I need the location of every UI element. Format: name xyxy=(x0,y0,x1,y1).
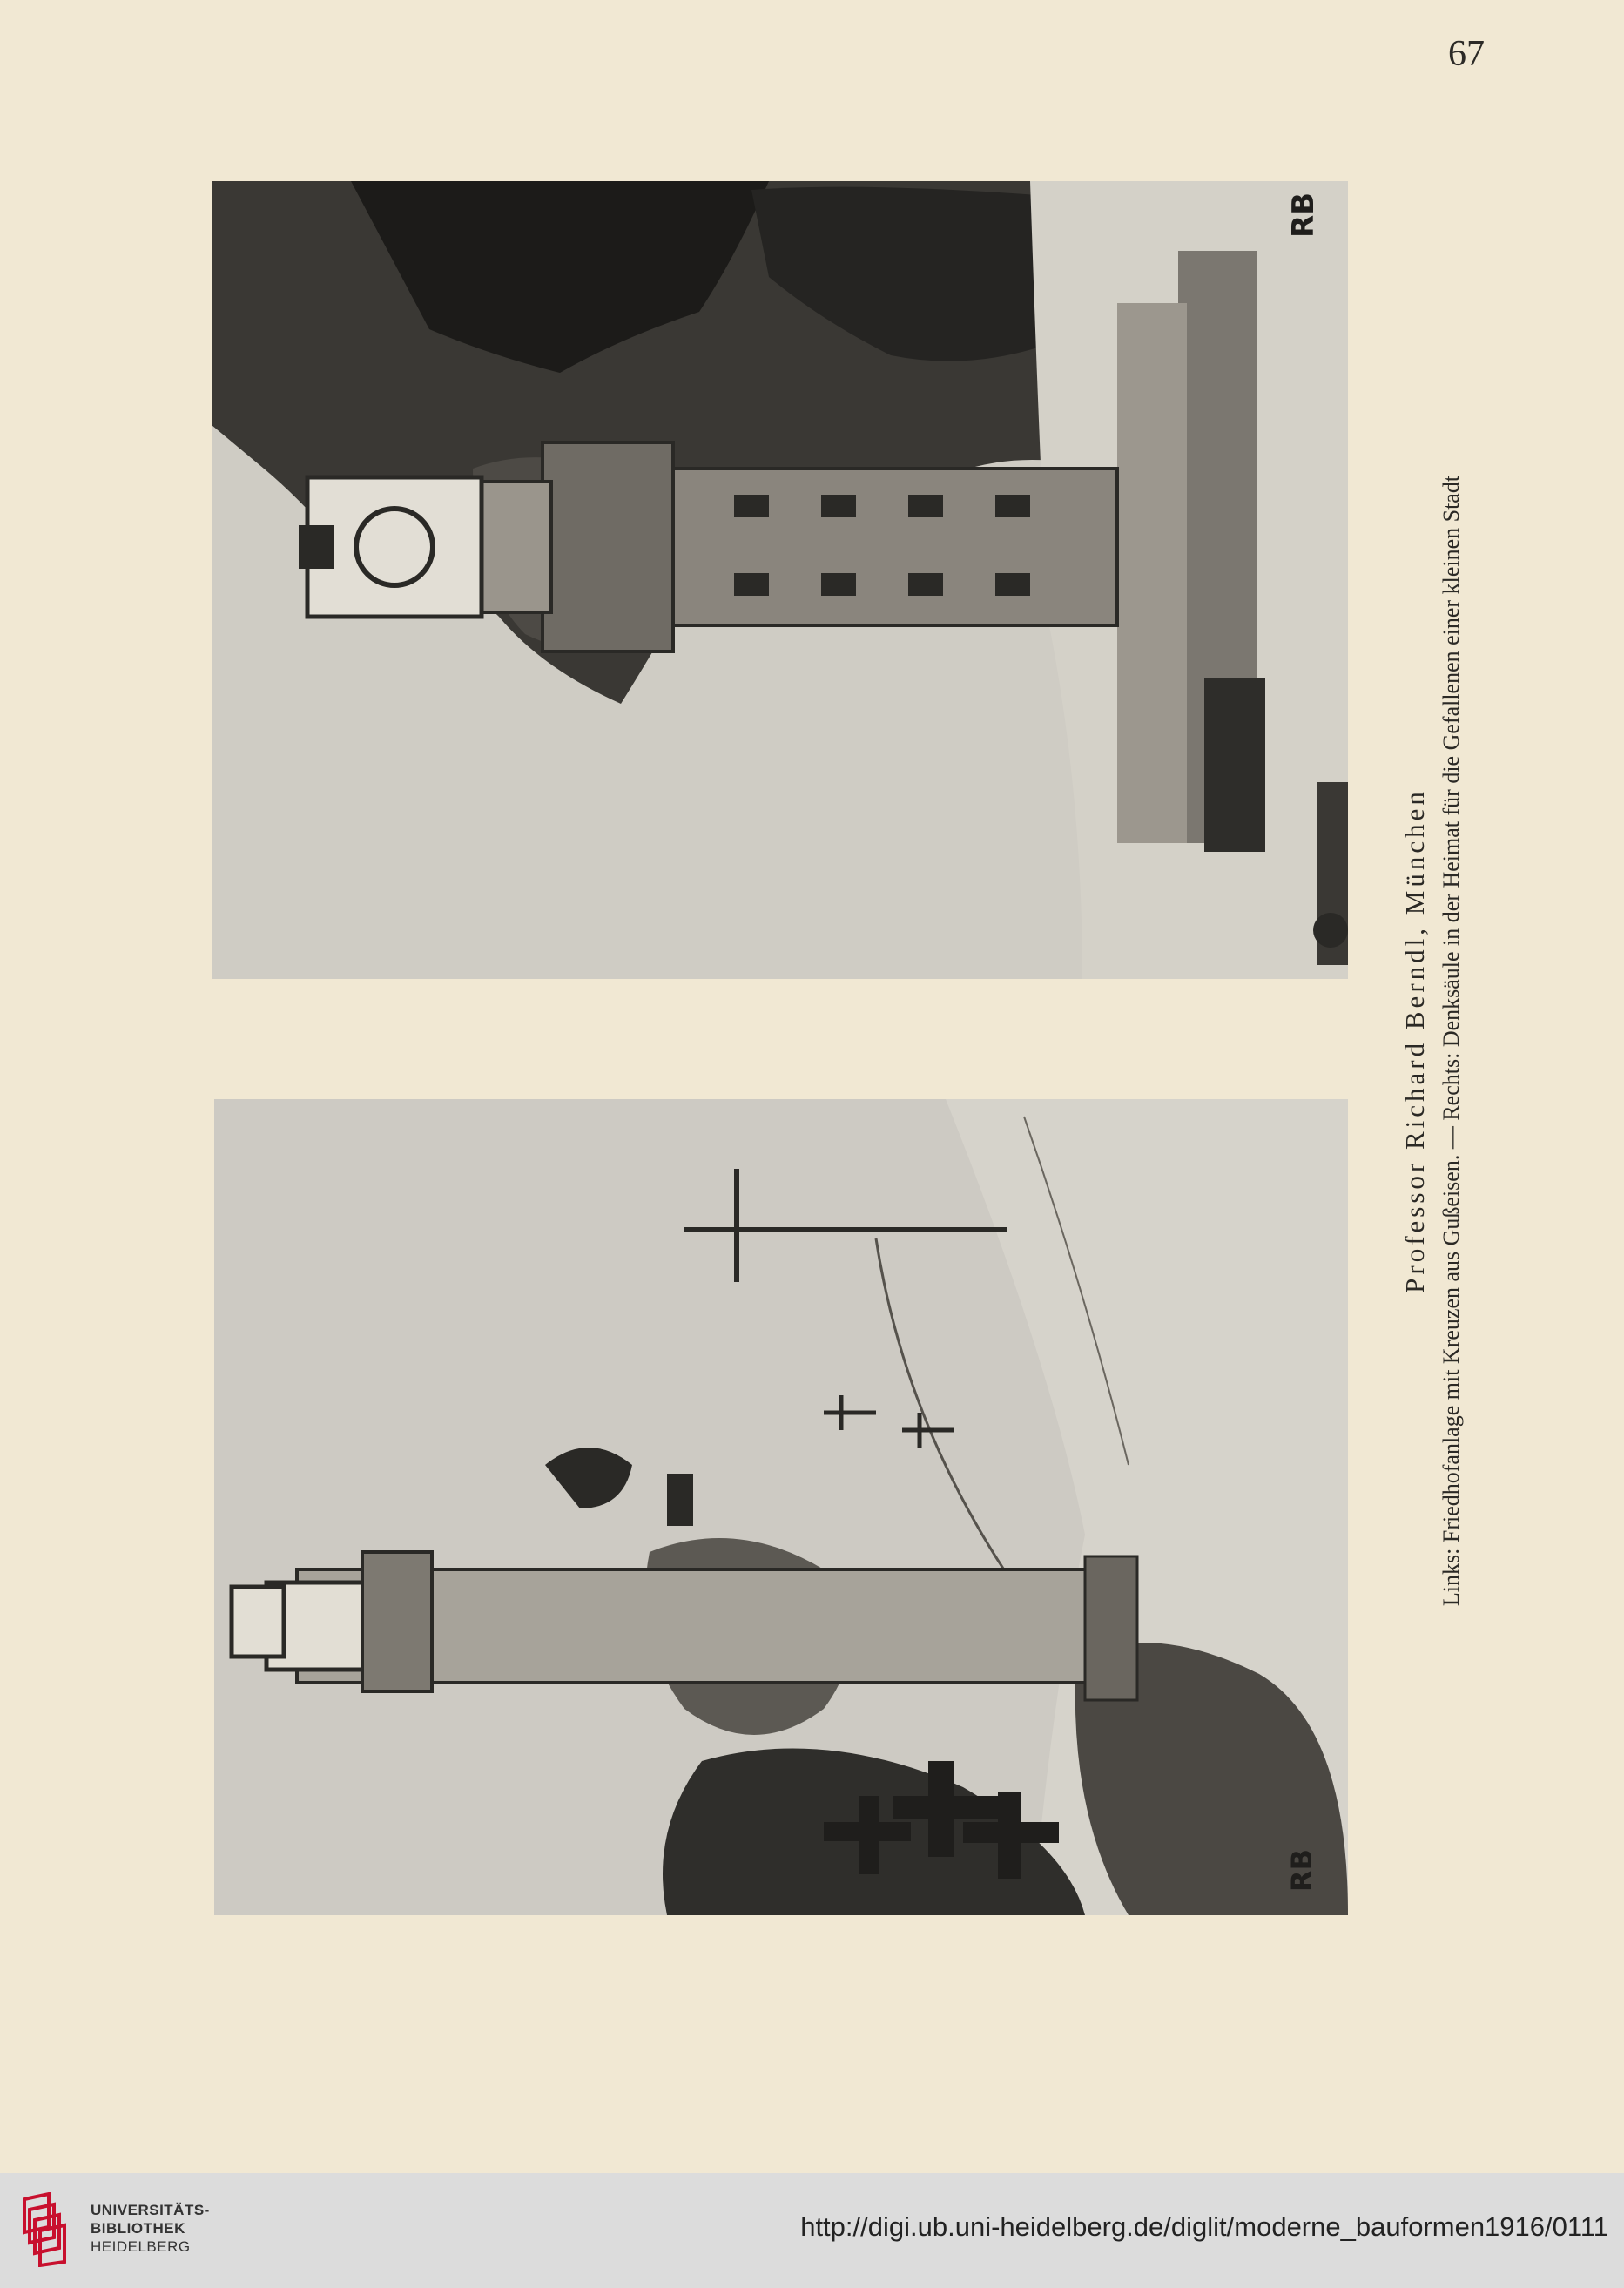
page-number: 67 xyxy=(1448,34,1485,74)
library-name-line3: HEIDELBERG xyxy=(91,2238,191,2255)
plate-signature-right: RB xyxy=(1286,192,1321,238)
footer-bar xyxy=(0,2173,1624,2288)
cemetery-crosses-illustration xyxy=(214,1099,1348,1915)
caption-block xyxy=(1376,366,1489,1716)
university-library-logo-icon[interactable] xyxy=(17,2192,78,2267)
library-name-line2: BIBLIOTHEK xyxy=(91,2220,185,2237)
plate-signature-left: RB xyxy=(1285,1848,1318,1892)
source-url-link[interactable]: http://digi.ub.uni-heidelberg.de/diglit/moderne_bauformen1916/0111 xyxy=(800,2211,1608,2242)
library-name-line1: UNIVERSITÄTS- xyxy=(91,2202,210,2218)
caption-subtitle: Links: Friedhofanlage mit Kreuzen aus Gußeisen. — Rechts: Denksäule in der Heimat für die Gefallenen einer kleinen Stadt xyxy=(1439,475,1464,1607)
caption-title: Professor Richard Berndl, München xyxy=(1399,788,1430,1293)
library-name xyxy=(91,2201,210,2256)
memorial-column-illustration xyxy=(212,181,1348,979)
